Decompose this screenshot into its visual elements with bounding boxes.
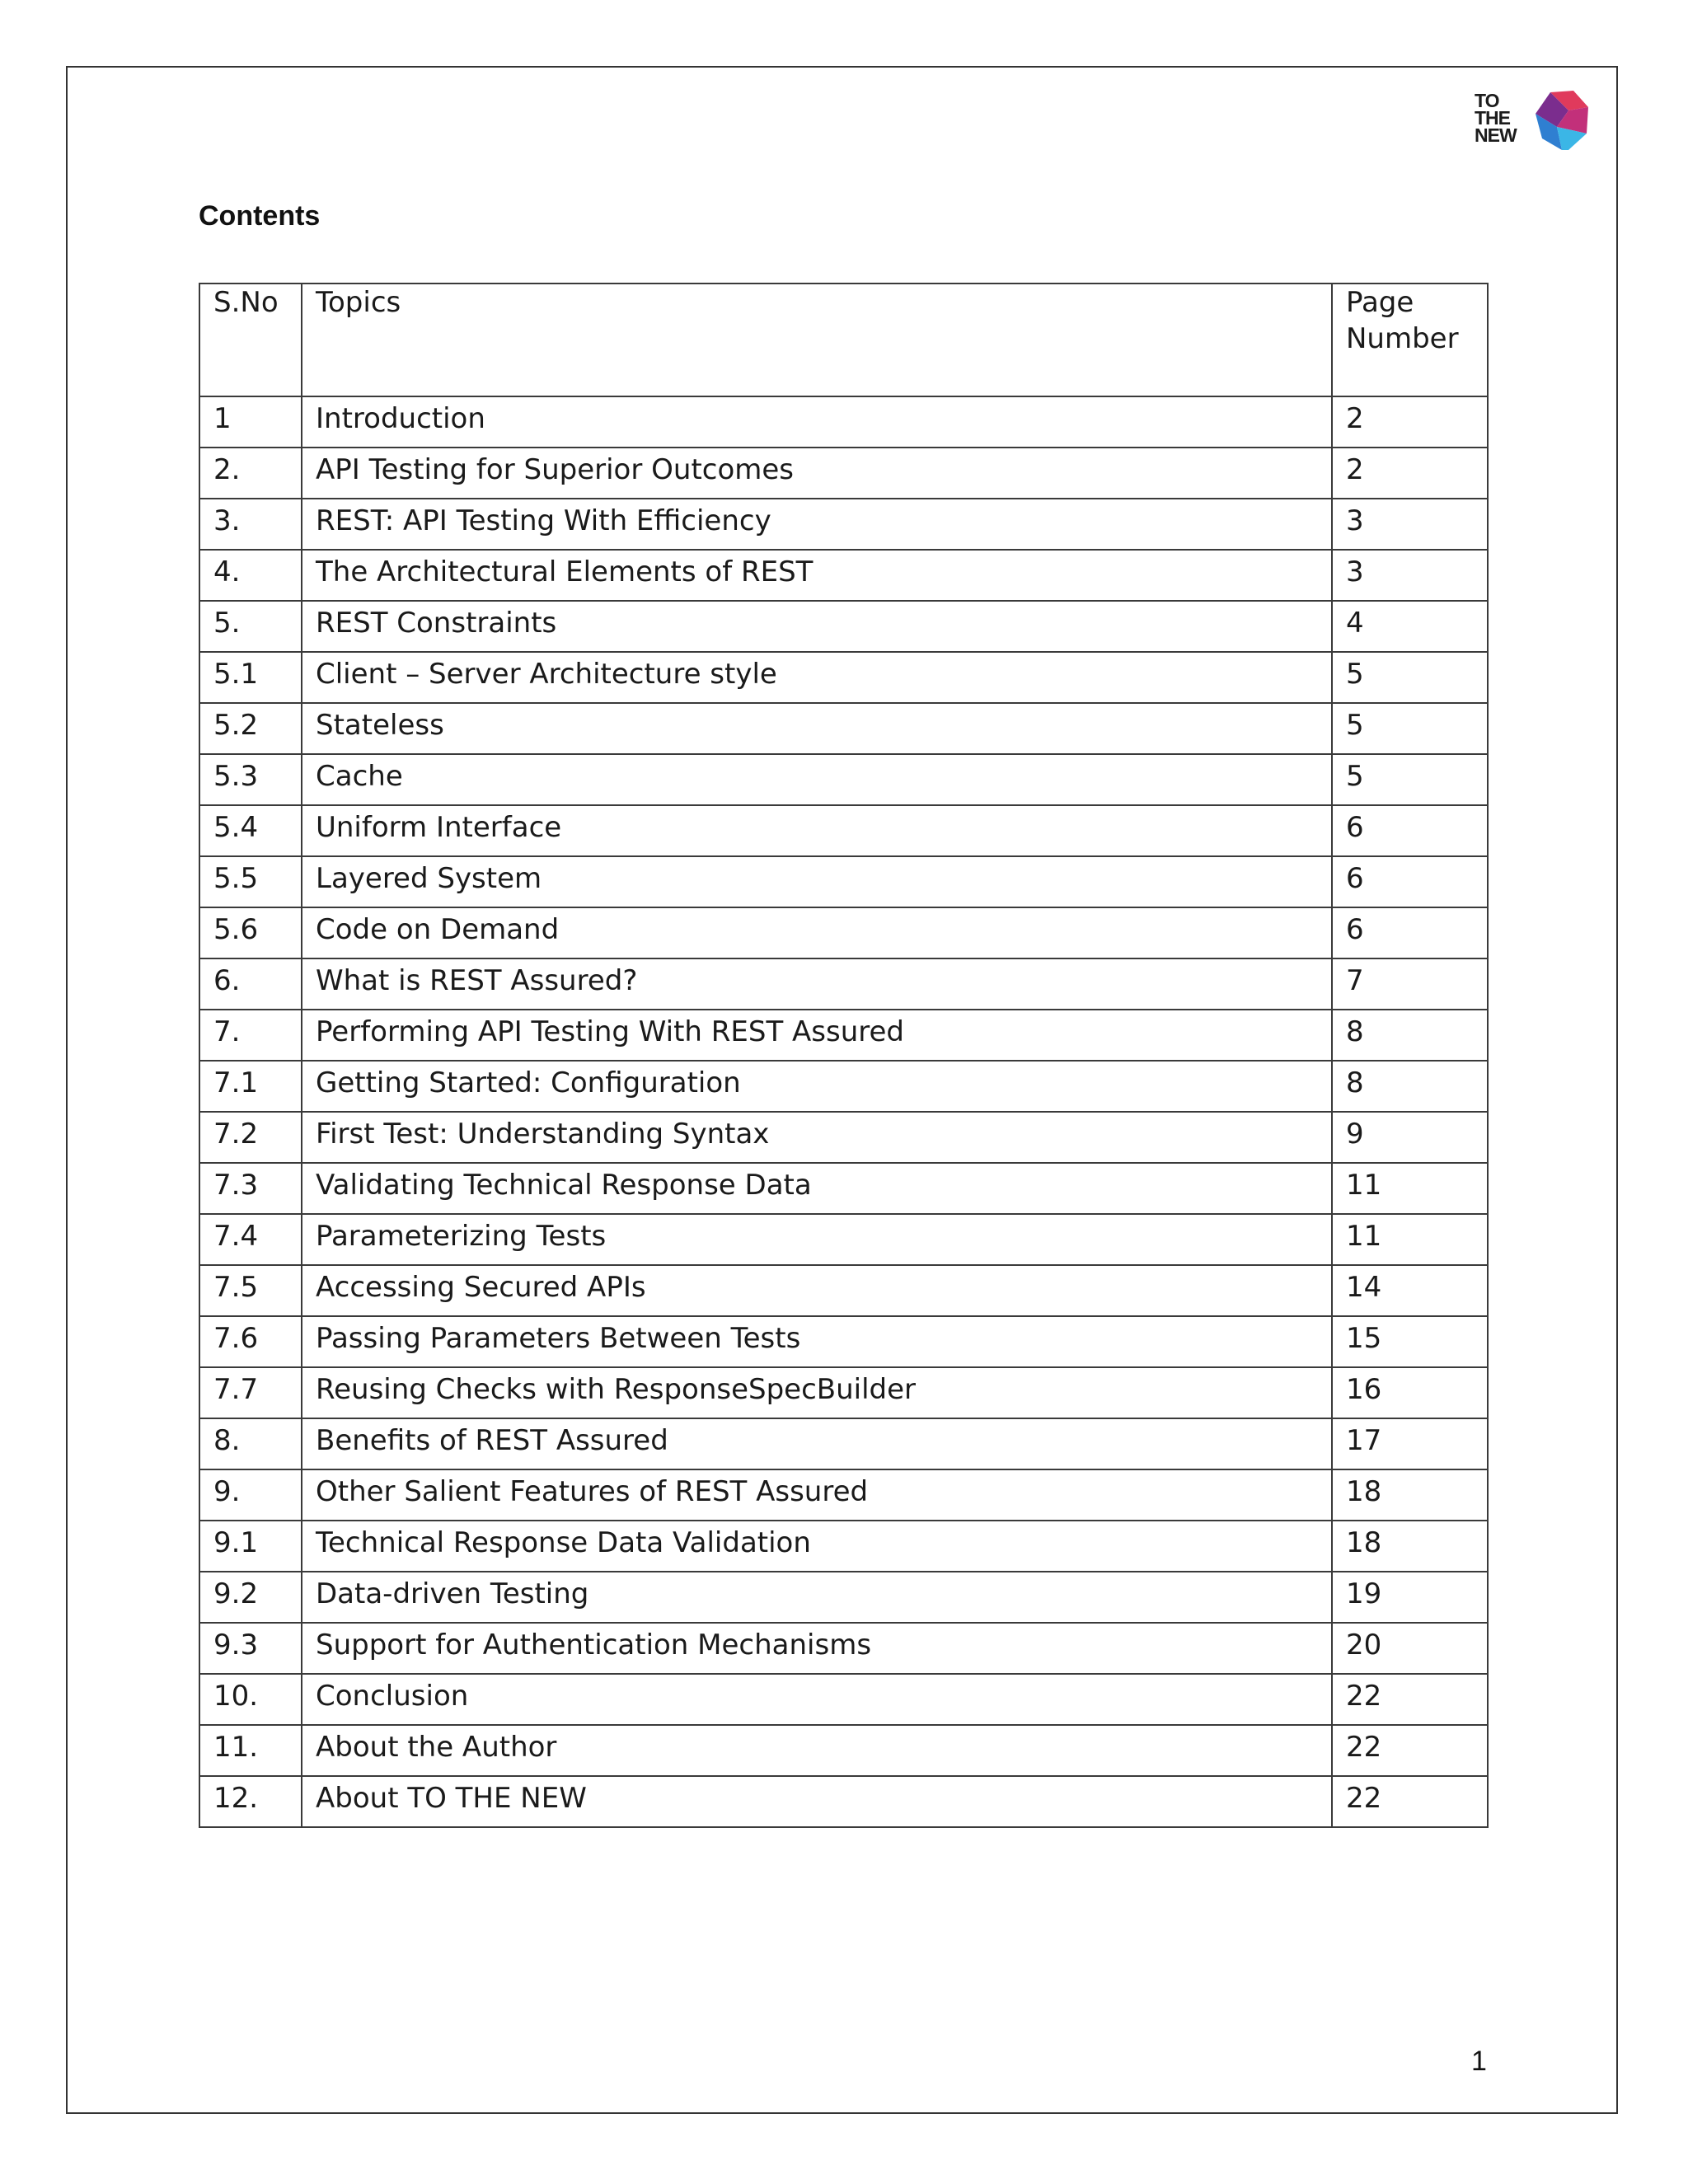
cell-page-number: 11 xyxy=(1332,1214,1488,1265)
cell-topic: Other Salient Features of REST Assured xyxy=(302,1469,1332,1521)
table-row xyxy=(199,1163,1488,1214)
cell-sno: 5.6 xyxy=(199,907,302,958)
table-row xyxy=(199,601,1488,652)
cell-page-number: 6 xyxy=(1332,907,1488,958)
table-row xyxy=(199,1469,1488,1521)
cell-topic: Conclusion xyxy=(302,1674,1332,1725)
cell-topic: Stateless xyxy=(302,703,1332,754)
cell-topic: Parameterizing Tests xyxy=(302,1214,1332,1265)
cell-page-number: 3 xyxy=(1332,499,1488,550)
table-row xyxy=(199,1112,1488,1163)
table-body xyxy=(199,396,1488,1827)
contents-heading: Contents xyxy=(199,200,321,232)
footer-page-number: 1 xyxy=(1471,2046,1487,2077)
cell-topic: Getting Started: Configuration xyxy=(302,1061,1332,1112)
cell-sno: 7.2 xyxy=(199,1112,302,1163)
cell-page-number: 14 xyxy=(1332,1265,1488,1316)
cell-topic: Reusing Checks with ResponseSpecBuilder xyxy=(302,1367,1332,1418)
to-the-new-logo xyxy=(1475,91,1590,157)
cell-sno: 5.2 xyxy=(199,703,302,754)
cell-topic: Uniform Interface xyxy=(302,805,1332,856)
cell-topic: Introduction xyxy=(302,396,1332,448)
table-row xyxy=(199,1418,1488,1469)
cell-sno: 7. xyxy=(199,1010,302,1061)
cell-page-number: 16 xyxy=(1332,1367,1488,1418)
cell-topic: REST: API Testing With Efficiency xyxy=(302,499,1332,550)
cell-sno: 9.3 xyxy=(199,1623,302,1674)
cell-topic: Client – Server Architecture style xyxy=(302,652,1332,703)
cell-sno: 7.7 xyxy=(199,1367,302,1418)
cell-page-number: 6 xyxy=(1332,856,1488,907)
logo-gem-icon xyxy=(1532,91,1590,152)
cell-page-number: 5 xyxy=(1332,703,1488,754)
cell-page-number: 22 xyxy=(1332,1776,1488,1827)
cell-page-number: 22 xyxy=(1332,1725,1488,1776)
cell-topic: Accessing Secured APIs xyxy=(302,1265,1332,1316)
cell-page-number: 3 xyxy=(1332,550,1488,601)
cell-sno: 5.3 xyxy=(199,754,302,805)
cell-sno: 5. xyxy=(199,601,302,652)
cell-sno: 8. xyxy=(199,1418,302,1469)
cell-page-number: 18 xyxy=(1332,1521,1488,1572)
cell-sno: 4. xyxy=(199,550,302,601)
cell-topic: Passing Parameters Between Tests xyxy=(302,1316,1332,1367)
cell-page-number: 6 xyxy=(1332,805,1488,856)
cell-sno: 10. xyxy=(199,1674,302,1725)
cell-page-number: 8 xyxy=(1332,1061,1488,1112)
cell-topic: Benefits of REST Assured xyxy=(302,1418,1332,1469)
table-row xyxy=(199,1214,1488,1265)
table-row xyxy=(199,448,1488,499)
cell-page-number: 4 xyxy=(1332,601,1488,652)
table-row xyxy=(199,550,1488,601)
cell-sno: 9.2 xyxy=(199,1572,302,1623)
table-row xyxy=(199,1521,1488,1572)
cell-sno: 9.1 xyxy=(199,1521,302,1572)
table-header-row xyxy=(199,284,1488,396)
table-row xyxy=(199,652,1488,703)
contents-table xyxy=(199,283,1489,1828)
cell-sno: 9. xyxy=(199,1469,302,1521)
table-row xyxy=(199,1367,1488,1418)
cell-topic: Performing API Testing With REST Assured xyxy=(302,1010,1332,1061)
cell-page-number: 17 xyxy=(1332,1418,1488,1469)
cell-sno: 7.3 xyxy=(199,1163,302,1214)
cell-page-number: 2 xyxy=(1332,396,1488,448)
table-row xyxy=(199,1061,1488,1112)
cell-page-number: 20 xyxy=(1332,1623,1488,1674)
cell-page-number: 11 xyxy=(1332,1163,1488,1214)
cell-sno: 5.5 xyxy=(199,856,302,907)
cell-page-number: 5 xyxy=(1332,652,1488,703)
cell-sno: 5.4 xyxy=(199,805,302,856)
table-row xyxy=(199,856,1488,907)
logo-wordmark xyxy=(1475,92,1517,144)
cell-topic: Technical Response Data Validation xyxy=(302,1521,1332,1572)
cell-page-number: 2 xyxy=(1332,448,1488,499)
cell-sno: 6. xyxy=(199,958,302,1010)
table-row xyxy=(199,703,1488,754)
logo-line-1: TO xyxy=(1475,90,1499,111)
cell-topic: The Architectural Elements of REST xyxy=(302,550,1332,601)
cell-sno: 7.6 xyxy=(199,1316,302,1367)
cell-sno: 7.4 xyxy=(199,1214,302,1265)
logo-line-3: NEW xyxy=(1475,124,1517,146)
cell-topic: Validating Technical Response Data xyxy=(302,1163,1332,1214)
table-row xyxy=(199,1265,1488,1316)
cell-topic: Data-driven Testing xyxy=(302,1572,1332,1623)
table-row xyxy=(199,754,1488,805)
cell-page-number: 15 xyxy=(1332,1316,1488,1367)
cell-topic: Support for Authentication Mechanisms xyxy=(302,1623,1332,1674)
cell-sno: 2. xyxy=(199,448,302,499)
cell-topic: About the Author xyxy=(302,1725,1332,1776)
logo-line-2: THE xyxy=(1475,107,1510,129)
header-page-number: Page Number xyxy=(1332,284,1488,396)
cell-sno: 1 xyxy=(199,396,302,448)
cell-topic: What is REST Assured? xyxy=(302,958,1332,1010)
cell-topic: REST Constraints xyxy=(302,601,1332,652)
cell-page-number: 5 xyxy=(1332,754,1488,805)
cell-sno: 7.1 xyxy=(199,1061,302,1112)
cell-sno: 12. xyxy=(199,1776,302,1827)
header-topics: Topics xyxy=(302,284,1332,396)
cell-topic: Code on Demand xyxy=(302,907,1332,958)
table-row xyxy=(199,499,1488,550)
table-row xyxy=(199,1725,1488,1776)
cell-page-number: 18 xyxy=(1332,1469,1488,1521)
cell-page-number: 22 xyxy=(1332,1674,1488,1725)
cell-page-number: 19 xyxy=(1332,1572,1488,1623)
cell-page-number: 8 xyxy=(1332,1010,1488,1061)
header-sno: S.No xyxy=(199,284,302,396)
cell-topic: Cache xyxy=(302,754,1332,805)
table-row xyxy=(199,907,1488,958)
table-row xyxy=(199,1010,1488,1061)
cell-page-number: 9 xyxy=(1332,1112,1488,1163)
table-row xyxy=(199,958,1488,1010)
cell-sno: 7.5 xyxy=(199,1265,302,1316)
cell-topic: About TO THE NEW xyxy=(302,1776,1332,1827)
cell-topic: Layered System xyxy=(302,856,1332,907)
cell-sno: 3. xyxy=(199,499,302,550)
cell-page-number: 7 xyxy=(1332,958,1488,1010)
table-row xyxy=(199,1623,1488,1674)
cell-topic: API Testing for Superior Outcomes xyxy=(302,448,1332,499)
table-row xyxy=(199,396,1488,448)
cell-sno: 11. xyxy=(199,1725,302,1776)
table-row xyxy=(199,1776,1488,1827)
cell-sno: 5.1 xyxy=(199,652,302,703)
cell-topic: First Test: Understanding Syntax xyxy=(302,1112,1332,1163)
table-row xyxy=(199,1316,1488,1367)
table-row xyxy=(199,805,1488,856)
table-row xyxy=(199,1572,1488,1623)
table-row xyxy=(199,1674,1488,1725)
